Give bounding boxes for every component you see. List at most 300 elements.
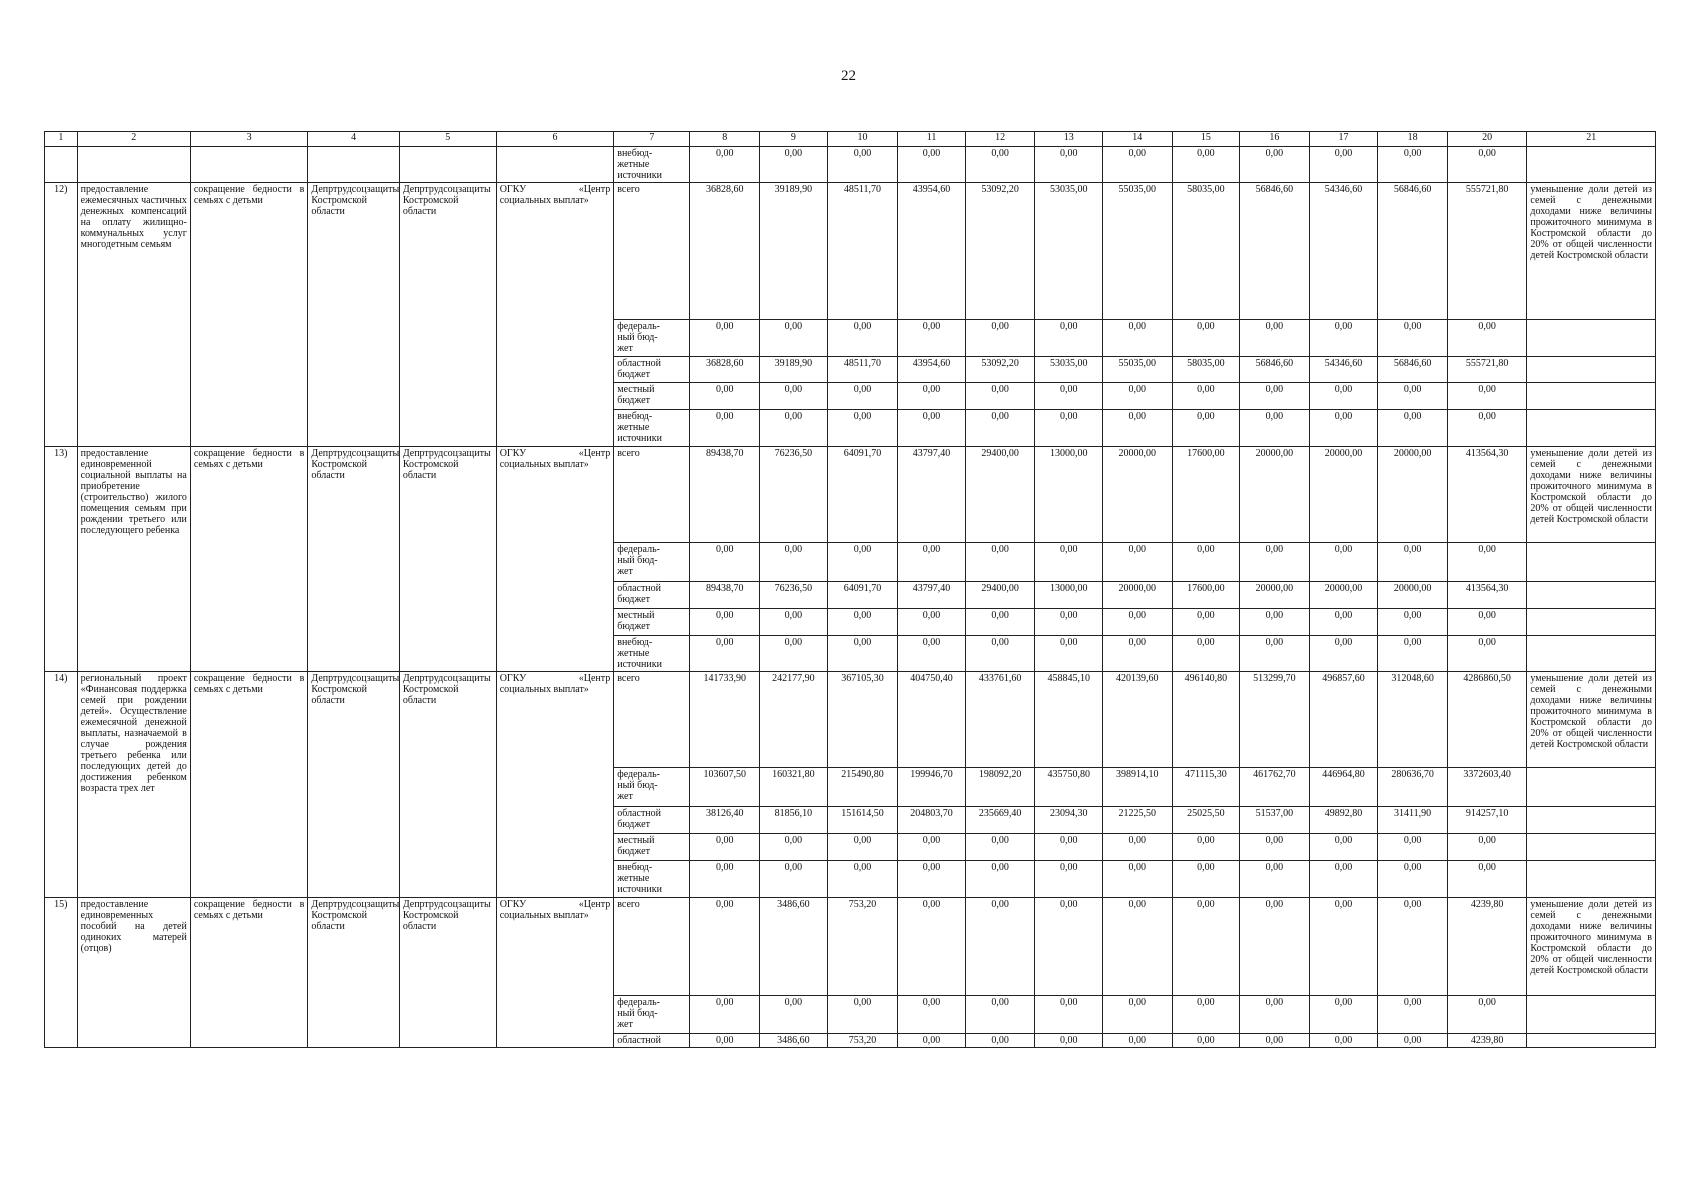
value-cell: 0,00 — [1378, 834, 1448, 861]
value-cell: 64091,70 — [827, 582, 898, 609]
value-cell: 513299,70 — [1240, 672, 1310, 768]
value-cell: 0,00 — [760, 996, 827, 1034]
value-cell: 4286860,50 — [1447, 672, 1526, 768]
value-cell: 0,00 — [1309, 1034, 1378, 1048]
value-cell: 56846,60 — [1378, 357, 1448, 383]
value-cell: 0,00 — [1172, 636, 1239, 672]
executor: Депртрудсоцзащиты Костромской области — [399, 447, 496, 672]
funding-source: федераль- ный бюд- жет — [614, 996, 690, 1034]
value-cell: 0,00 — [1240, 543, 1310, 582]
value-cell: 471115,30 — [1172, 768, 1239, 807]
value-cell: 0,00 — [1309, 898, 1378, 996]
value-cell: 0,00 — [898, 636, 965, 672]
value-cell: 0,00 — [1447, 383, 1526, 410]
funding-source: областной бюджет — [614, 582, 690, 609]
expected-result: уменьшение доли детей из семей с денежными доходами ниже величины прожиточного минимума в Костромской области до 20% от общей численности детей Костромской области — [1527, 672, 1656, 768]
value-cell: 198092,20 — [965, 768, 1035, 807]
value-cell: 0,00 — [898, 834, 965, 861]
value-cell: 0,00 — [1240, 320, 1310, 357]
value-cell: 3486,60 — [760, 1034, 827, 1048]
column-header: 5 — [399, 132, 496, 147]
value-cell: 235669,40 — [965, 807, 1035, 834]
value-cell: 43797,40 — [898, 582, 965, 609]
result-cell — [1527, 996, 1656, 1034]
value-cell: 76236,50 — [760, 582, 827, 609]
value-cell: 404750,40 — [898, 672, 965, 768]
table-body — [45, 147, 1656, 1048]
value-cell: 4239,80 — [1447, 898, 1526, 996]
executor: Депртрудсоцзащиты Костромской области — [399, 672, 496, 898]
value-cell: 0,00 — [1035, 898, 1102, 996]
value-cell: 23094,30 — [1035, 807, 1102, 834]
value-cell: 0,00 — [1102, 543, 1172, 582]
value-cell: 458845,10 — [1035, 672, 1102, 768]
value-cell: 0,00 — [760, 834, 827, 861]
organization: ОГКУ «Центр социальных выплат» — [496, 447, 614, 672]
empty-cell — [190, 147, 308, 183]
funding-source: местный бюджет — [614, 834, 690, 861]
value-cell: 0,00 — [898, 898, 965, 996]
value-cell: 64091,70 — [827, 447, 898, 543]
goal: сокращение бедности в семьях с детьми — [190, 183, 308, 447]
row-number: 12) — [45, 183, 78, 447]
value-cell: 0,00 — [1035, 1034, 1102, 1048]
value-cell: 20000,00 — [1240, 447, 1310, 543]
value-cell: 0,00 — [690, 147, 760, 183]
value-cell: 0,00 — [1172, 898, 1239, 996]
organization: ОГКУ «Центр социальных выплат» — [496, 672, 614, 898]
value-cell: 21225,50 — [1102, 807, 1172, 834]
value-cell: 0,00 — [1240, 636, 1310, 672]
value-cell: 0,00 — [1240, 609, 1310, 636]
value-cell: 0,00 — [1172, 609, 1239, 636]
value-cell: 103607,50 — [690, 768, 760, 807]
column-header: 3 — [190, 132, 308, 147]
column-header: 4 — [308, 132, 399, 147]
value-cell: 55035,00 — [1102, 183, 1172, 320]
result-cell — [1527, 861, 1656, 898]
value-cell: 4239,80 — [1447, 1034, 1526, 1048]
value-cell: 0,00 — [1309, 543, 1378, 582]
value-cell: 53035,00 — [1035, 183, 1102, 320]
value-cell: 0,00 — [1102, 996, 1172, 1034]
value-cell: 20000,00 — [1378, 582, 1448, 609]
expected-result: уменьшение доли детей из семей с денежными доходами ниже величины прожиточного минимума в Костромской области до 20% от общей численности детей Костромской области — [1527, 183, 1656, 320]
column-header: 15 — [1172, 132, 1239, 147]
value-cell: 0,00 — [1309, 609, 1378, 636]
value-cell: 0,00 — [690, 636, 760, 672]
executor: Депртрудсоцзащиты Костромской области — [399, 898, 496, 1048]
empty-cell — [496, 147, 614, 183]
value-cell: 0,00 — [1102, 834, 1172, 861]
value-cell: 0,00 — [965, 1034, 1035, 1048]
value-cell: 160321,80 — [760, 768, 827, 807]
value-cell: 39189,90 — [760, 183, 827, 320]
value-cell: 0,00 — [1240, 1034, 1310, 1048]
value-cell: 0,00 — [760, 636, 827, 672]
value-cell: 0,00 — [965, 609, 1035, 636]
value-cell: 0,00 — [827, 636, 898, 672]
value-cell: 0,00 — [898, 1034, 965, 1048]
funding-source: областной бюджет — [614, 807, 690, 834]
value-cell: 0,00 — [1102, 147, 1172, 183]
value-cell: 0,00 — [1172, 861, 1239, 898]
value-cell: 0,00 — [1240, 147, 1310, 183]
empty-cell — [45, 147, 78, 183]
budget-table — [44, 131, 1656, 1048]
value-cell: 0,00 — [898, 383, 965, 410]
value-cell: 43797,40 — [898, 447, 965, 543]
value-cell: 56846,60 — [1378, 183, 1448, 320]
value-cell: 0,00 — [898, 320, 965, 357]
value-cell: 0,00 — [760, 410, 827, 447]
value-cell: 0,00 — [1309, 636, 1378, 672]
value-cell: 0,00 — [1035, 410, 1102, 447]
value-cell: 89438,70 — [690, 447, 760, 543]
value-cell: 29400,00 — [965, 582, 1035, 609]
value-cell: 0,00 — [1035, 320, 1102, 357]
value-cell: 433761,60 — [965, 672, 1035, 768]
column-header: 20 — [1447, 132, 1526, 147]
value-cell: 0,00 — [690, 383, 760, 410]
expected-result: уменьшение доли детей из семей с денежными доходами ниже величины прожиточного минимума в Костромской области до 20% от общей численности детей Костромской области — [1527, 898, 1656, 996]
value-cell: 0,00 — [1378, 410, 1448, 447]
value-cell: 312048,60 — [1378, 672, 1448, 768]
column-header: 11 — [898, 132, 965, 147]
value-cell: 0,00 — [965, 834, 1035, 861]
value-cell: 0,00 — [690, 410, 760, 447]
value-cell: 0,00 — [965, 147, 1035, 183]
value-cell: 0,00 — [1240, 410, 1310, 447]
row-number: 15) — [45, 898, 78, 1048]
value-cell: 76236,50 — [760, 447, 827, 543]
value-cell: 151614,50 — [827, 807, 898, 834]
value-cell: 0,00 — [1378, 636, 1448, 672]
value-cell: 0,00 — [898, 147, 965, 183]
value-cell: 0,00 — [1172, 996, 1239, 1034]
value-cell: 0,00 — [1309, 996, 1378, 1034]
value-cell: 0,00 — [1447, 861, 1526, 898]
value-cell: 753,20 — [827, 1034, 898, 1048]
table-row — [45, 898, 1656, 996]
value-cell: 0,00 — [1102, 1034, 1172, 1048]
value-cell: 39189,90 — [760, 357, 827, 383]
table-row — [45, 447, 1656, 543]
value-cell: 0,00 — [690, 1034, 760, 1048]
coordinator: Депртрудсоцзащиты Костромской области — [308, 447, 399, 672]
value-cell: 0,00 — [1172, 383, 1239, 410]
value-cell: 0,00 — [827, 861, 898, 898]
value-cell: 20000,00 — [1240, 582, 1310, 609]
value-cell: 0,00 — [760, 543, 827, 582]
result-cell — [1527, 834, 1656, 861]
column-header: 9 — [760, 132, 827, 147]
value-cell: 0,00 — [1102, 898, 1172, 996]
value-cell: 38126,40 — [690, 807, 760, 834]
result-cell — [1527, 357, 1656, 383]
organization: ОГКУ «Центр социальных выплат» — [496, 898, 614, 1048]
value-cell: 3486,60 — [760, 898, 827, 996]
value-cell: 0,00 — [1102, 383, 1172, 410]
value-cell: 53035,00 — [1035, 357, 1102, 383]
value-cell: 446964,80 — [1309, 768, 1378, 807]
value-cell: 0,00 — [760, 320, 827, 357]
value-cell: 13000,00 — [1035, 447, 1102, 543]
value-cell: 0,00 — [1102, 320, 1172, 357]
result-cell — [1527, 147, 1656, 183]
value-cell: 496857,60 — [1309, 672, 1378, 768]
value-cell: 0,00 — [1035, 834, 1102, 861]
value-cell: 0,00 — [1447, 609, 1526, 636]
value-cell: 0,00 — [1172, 147, 1239, 183]
value-cell: 20000,00 — [1102, 582, 1172, 609]
column-header: 21 — [1527, 132, 1656, 147]
value-cell: 0,00 — [1102, 861, 1172, 898]
value-cell: 0,00 — [1378, 898, 1448, 996]
value-cell: 43954,60 — [898, 357, 965, 383]
value-cell: 0,00 — [1378, 1034, 1448, 1048]
value-cell: 58035,00 — [1172, 357, 1239, 383]
value-cell: 280636,70 — [1378, 768, 1448, 807]
column-header: 16 — [1240, 132, 1310, 147]
column-header: 8 — [690, 132, 760, 147]
row-number: 13) — [45, 447, 78, 672]
measure-name: предоставление единовременных пособий на детей одиноких матерей (отцов) — [77, 898, 190, 1048]
value-cell: 413564,30 — [1447, 447, 1526, 543]
value-cell: 0,00 — [690, 320, 760, 357]
coordinator: Депртрудсоцзащиты Костромской области — [308, 672, 399, 898]
value-cell: 0,00 — [690, 996, 760, 1034]
goal: сокращение бедности в семьях с детьми — [190, 447, 308, 672]
value-cell: 367105,30 — [827, 672, 898, 768]
result-cell — [1527, 582, 1656, 609]
header-row — [45, 132, 1656, 147]
value-cell: 0,00 — [690, 543, 760, 582]
measure-name: региональный проект «Финансовая поддержка семей при рождении детей». Осуществление ежемесячной денежной выплаты, назначаемой в случае рождения третьего ребенка или последующих детей до достижения ребенком возраста трех лет — [77, 672, 190, 898]
value-cell: 36828,60 — [690, 357, 760, 383]
column-header: 18 — [1378, 132, 1448, 147]
value-cell: 0,00 — [1447, 834, 1526, 861]
value-cell: 0,00 — [1172, 320, 1239, 357]
value-cell: 0,00 — [965, 898, 1035, 996]
result-cell — [1527, 636, 1656, 672]
result-cell — [1527, 383, 1656, 410]
value-cell: 89438,70 — [690, 582, 760, 609]
executor: Депртрудсоцзащиты Костромской области — [399, 183, 496, 447]
value-cell: 496140,80 — [1172, 672, 1239, 768]
value-cell: 435750,80 — [1035, 768, 1102, 807]
value-cell: 36828,60 — [690, 183, 760, 320]
funding-source: всего — [614, 672, 690, 768]
value-cell: 0,00 — [965, 410, 1035, 447]
column-header: 13 — [1035, 132, 1102, 147]
value-cell: 0,00 — [965, 320, 1035, 357]
value-cell: 0,00 — [760, 609, 827, 636]
column-header: 17 — [1309, 132, 1378, 147]
result-cell — [1527, 320, 1656, 357]
value-cell: 398914,10 — [1102, 768, 1172, 807]
value-cell: 0,00 — [1102, 609, 1172, 636]
value-cell: 0,00 — [827, 834, 898, 861]
value-cell: 0,00 — [1035, 609, 1102, 636]
column-header: 10 — [827, 132, 898, 147]
value-cell: 0,00 — [1240, 861, 1310, 898]
value-cell: 0,00 — [1240, 834, 1310, 861]
value-cell: 0,00 — [1309, 410, 1378, 447]
value-cell: 0,00 — [690, 861, 760, 898]
column-header: 14 — [1102, 132, 1172, 147]
funding-source: внебюд- жетные источники — [614, 410, 690, 447]
value-cell: 753,20 — [827, 898, 898, 996]
value-cell: 0,00 — [1378, 147, 1448, 183]
value-cell: 0,00 — [690, 609, 760, 636]
value-cell: 461762,70 — [1240, 768, 1310, 807]
value-cell: 0,00 — [1035, 996, 1102, 1034]
value-cell: 0,00 — [1309, 147, 1378, 183]
value-cell: 0,00 — [1447, 543, 1526, 582]
column-header: 7 — [614, 132, 690, 147]
value-cell: 29400,00 — [965, 447, 1035, 543]
value-cell: 56846,60 — [1240, 183, 1310, 320]
value-cell: 141733,90 — [690, 672, 760, 768]
result-cell — [1527, 543, 1656, 582]
value-cell: 56846,60 — [1240, 357, 1310, 383]
value-cell: 420139,60 — [1102, 672, 1172, 768]
value-cell: 0,00 — [760, 383, 827, 410]
value-cell: 0,00 — [1378, 609, 1448, 636]
value-cell: 0,00 — [965, 636, 1035, 672]
value-cell: 0,00 — [1035, 147, 1102, 183]
value-cell: 53092,20 — [965, 357, 1035, 383]
value-cell: 0,00 — [1378, 861, 1448, 898]
value-cell: 0,00 — [898, 996, 965, 1034]
column-header: 1 — [45, 132, 78, 147]
value-cell: 555721,80 — [1447, 357, 1526, 383]
empty-cell — [77, 147, 190, 183]
organization: ОГКУ «Центр социальных выплат» — [496, 183, 614, 447]
result-cell — [1527, 1034, 1656, 1048]
empty-cell — [308, 147, 399, 183]
result-cell — [1527, 768, 1656, 807]
value-cell: 0,00 — [827, 147, 898, 183]
page-number: 22 — [841, 68, 856, 84]
value-cell: 0,00 — [1102, 410, 1172, 447]
funding-source: местный бюджет — [614, 383, 690, 410]
value-cell: 0,00 — [1172, 410, 1239, 447]
value-cell: 0,00 — [1447, 636, 1526, 672]
value-cell: 0,00 — [898, 861, 965, 898]
value-cell: 0,00 — [827, 383, 898, 410]
result-cell — [1527, 609, 1656, 636]
value-cell: 20000,00 — [1309, 582, 1378, 609]
value-cell: 0,00 — [965, 383, 1035, 410]
value-cell: 0,00 — [1309, 834, 1378, 861]
value-cell: 55035,00 — [1102, 357, 1172, 383]
funding-source: федераль- ный бюд- жет — [614, 768, 690, 807]
column-header: 6 — [496, 132, 614, 147]
value-cell: 0,00 — [898, 543, 965, 582]
goal: сокращение бедности в семьях с детьми — [190, 672, 308, 898]
funding-source: всего — [614, 898, 690, 996]
value-cell: 199946,70 — [898, 768, 965, 807]
value-cell: 0,00 — [827, 609, 898, 636]
funding-source: местный бюджет — [614, 609, 690, 636]
value-cell: 0,00 — [1447, 147, 1526, 183]
value-cell: 242177,90 — [760, 672, 827, 768]
value-cell: 0,00 — [1309, 383, 1378, 410]
column-header: 2 — [77, 132, 190, 147]
funding-source: областной бюджет — [614, 357, 690, 383]
value-cell: 0,00 — [827, 410, 898, 447]
value-cell: 0,00 — [827, 996, 898, 1034]
value-cell: 0,00 — [827, 543, 898, 582]
row-number: 14) — [45, 672, 78, 898]
value-cell: 0,00 — [965, 861, 1035, 898]
value-cell: 0,00 — [1309, 320, 1378, 357]
coordinator: Депртрудсоцзащиты Костромской области — [308, 898, 399, 1048]
value-cell: 0,00 — [1035, 861, 1102, 898]
value-cell: 0,00 — [827, 320, 898, 357]
value-cell: 0,00 — [690, 898, 760, 996]
value-cell: 0,00 — [1172, 543, 1239, 582]
value-cell: 20000,00 — [1309, 447, 1378, 543]
funding-source: федераль- ный бюд- жет — [614, 543, 690, 582]
result-cell — [1527, 410, 1656, 447]
value-cell: 81856,10 — [760, 807, 827, 834]
value-cell: 49892,80 — [1309, 807, 1378, 834]
value-cell: 51537,00 — [1240, 807, 1310, 834]
value-cell: 0,00 — [1447, 996, 1526, 1034]
value-cell: 413564,30 — [1447, 582, 1526, 609]
value-cell: 20000,00 — [1378, 447, 1448, 543]
value-cell: 0,00 — [898, 410, 965, 447]
funding-source: внебюд- жетные источники — [614, 636, 690, 672]
funding-source: всего — [614, 447, 690, 543]
value-cell: 0,00 — [1447, 410, 1526, 447]
value-cell: 0,00 — [1172, 834, 1239, 861]
coordinator: Депртрудсоцзащиты Костромской области — [308, 183, 399, 447]
value-cell: 0,00 — [898, 609, 965, 636]
value-cell: 0,00 — [1240, 996, 1310, 1034]
value-cell: 20000,00 — [1102, 447, 1172, 543]
value-cell: 0,00 — [760, 861, 827, 898]
value-cell: 0,00 — [1447, 320, 1526, 357]
value-cell: 43954,60 — [898, 183, 965, 320]
goal: сокращение бедности в семьях с детьми — [190, 898, 308, 1048]
table-row — [45, 147, 1656, 183]
column-header: 12 — [965, 132, 1035, 147]
value-cell: 58035,00 — [1172, 183, 1239, 320]
funding-source: областной — [614, 1034, 690, 1048]
expected-result: уменьшение доли детей из семей с денежными доходами ниже величины прожиточного минимума в Костромской области до 20% от общей численности детей Костромской области — [1527, 447, 1656, 543]
value-cell: 0,00 — [1035, 383, 1102, 410]
value-cell: 0,00 — [1240, 383, 1310, 410]
value-cell: 13000,00 — [1035, 582, 1102, 609]
value-cell: 0,00 — [1378, 320, 1448, 357]
funding-source: федераль- ный бюд- жет — [614, 320, 690, 357]
funding-source: внебюд- жетные источники — [614, 147, 690, 183]
value-cell: 0,00 — [965, 543, 1035, 582]
value-cell: 0,00 — [965, 996, 1035, 1034]
value-cell: 54346,60 — [1309, 183, 1378, 320]
value-cell: 0,00 — [1378, 996, 1448, 1034]
value-cell: 53092,20 — [965, 183, 1035, 320]
value-cell: 0,00 — [1378, 383, 1448, 410]
funding-source: всего — [614, 183, 690, 320]
value-cell: 0,00 — [1378, 543, 1448, 582]
value-cell: 25025,50 — [1172, 807, 1239, 834]
value-cell: 17600,00 — [1172, 582, 1239, 609]
